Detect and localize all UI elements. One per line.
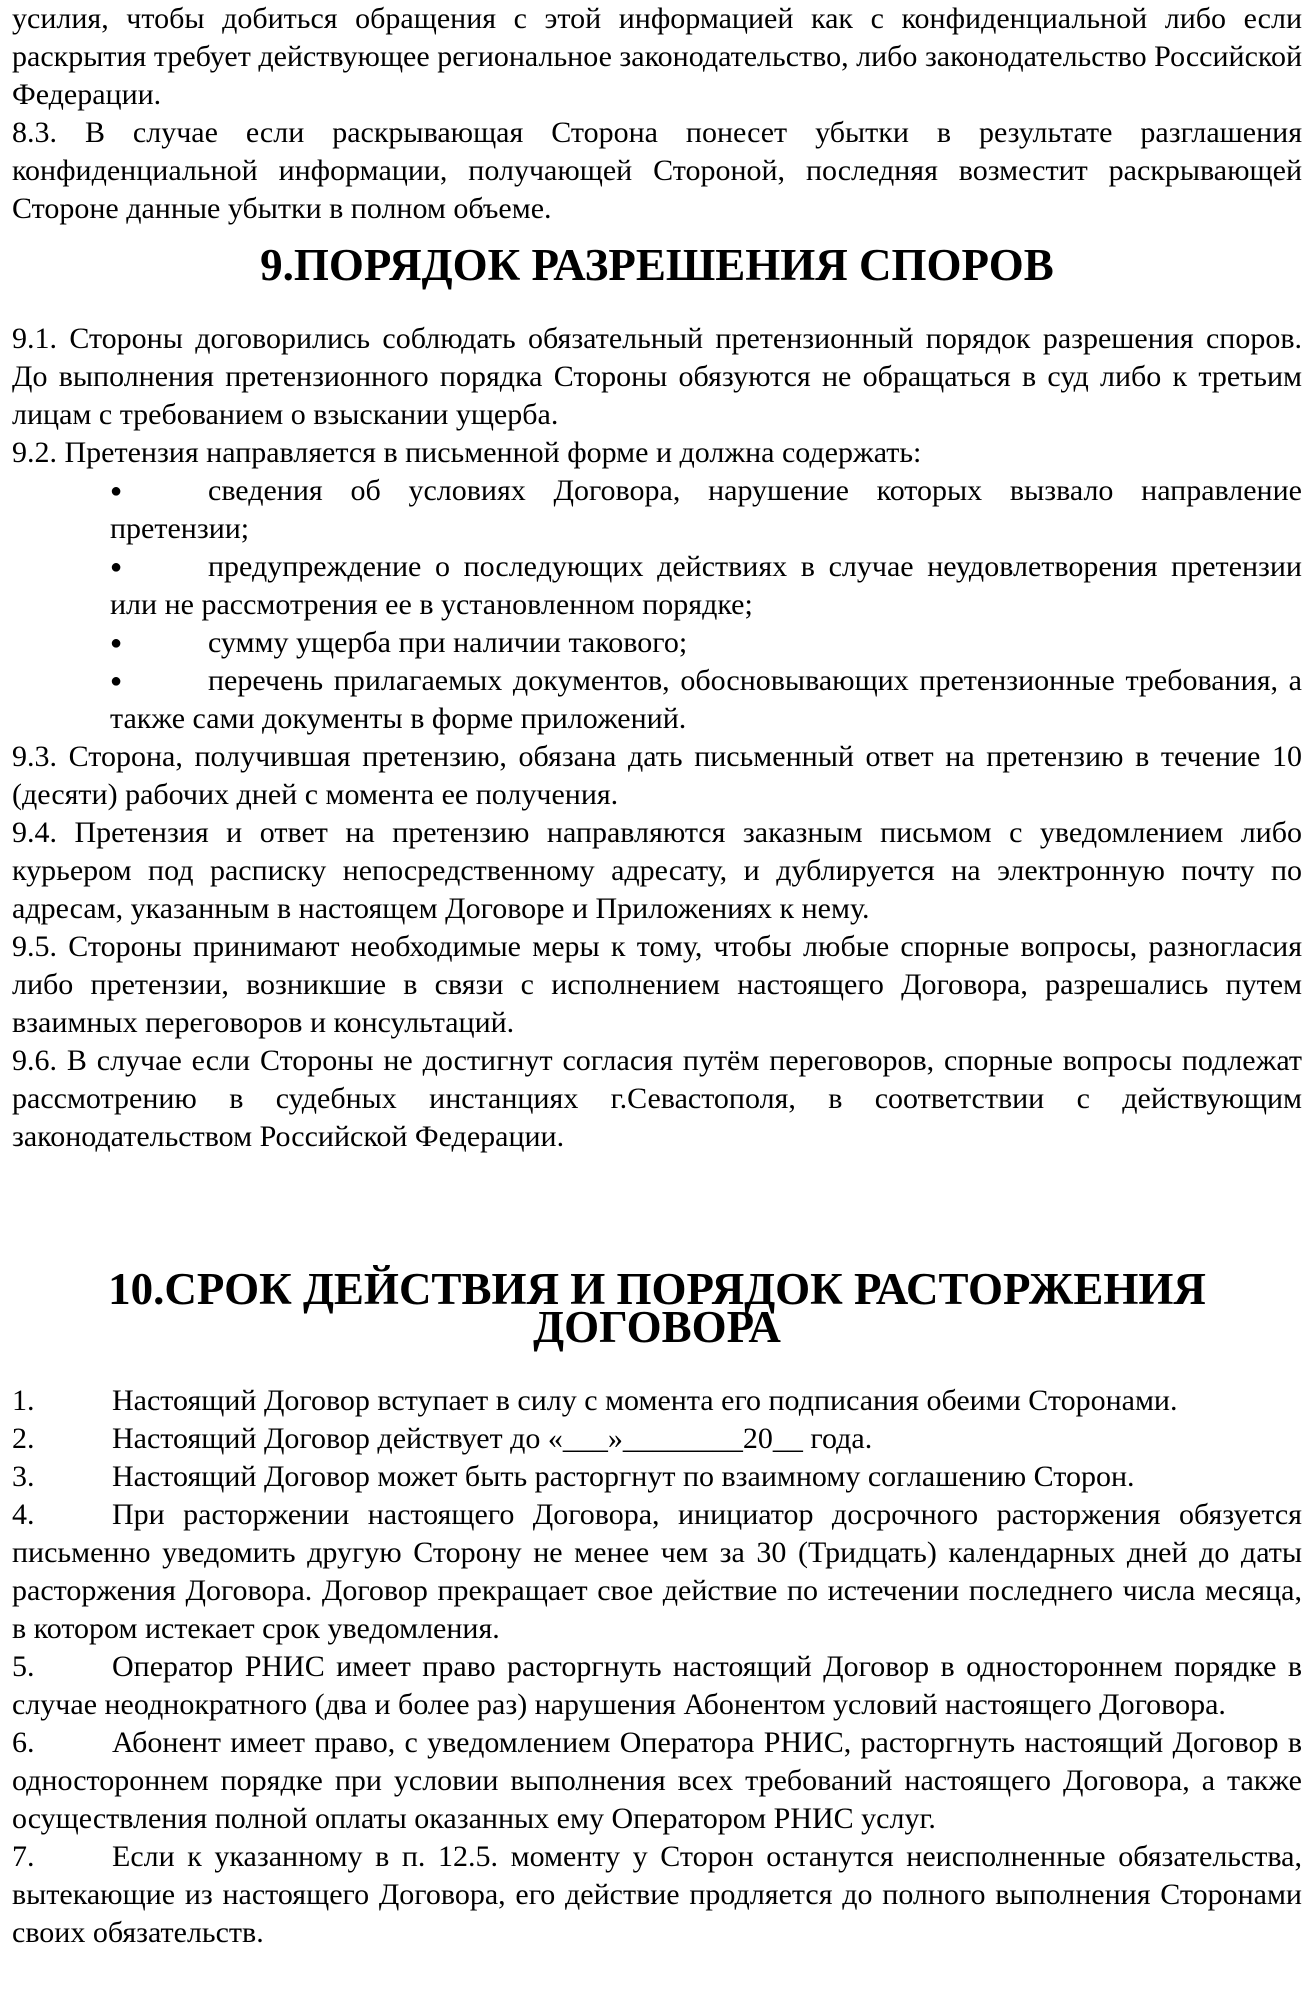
- list-item: [110, 472, 1302, 548]
- item-text: Настоящий Договор вступает в силу с момента его подписания обеими Сторонами.: [112, 1384, 1178, 1417]
- list-item-text: сумму ущерба при наличии такового;: [208, 626, 688, 659]
- paragraph-9-5: 9.5. Стороны принимают необходимые меры к тому, чтобы любые спорные вопросы, разногласия либо претензии, возникшие в связи с исполнением настоящего Договора, разрешались путем взаимных переговоров и консультаций.: [12, 930, 1302, 1039]
- paragraph-9-1: 9.1. Стороны договорились соблюдать обязательный претензионный порядок разрешения споров. До выполнения претензионного порядка Стороны обязуются не обращаться в суд либо к третьим лицам с требованием о взыскании ущерба.: [12, 322, 1302, 431]
- section-10-title: 10.СРОК ДЕЙСТВИЯ И ПОРЯДОК РАСТОРЖЕНИЯ ДОГОВОРА: [108, 1264, 1206, 1352]
- section-9-title: 9.ПОРЯДОК РАЗРЕШЕНИЯ СПОРОВ: [260, 240, 1054, 290]
- list-item-text: сведения об условиях Договора, нарушение которых вызвало направление претензии;: [110, 474, 1302, 545]
- item-text: При расторжении настоящего Договора, инициатор досрочного расторжения обязуется письменно уведомить другую Сторону не менее чем за 30 (Тридцать) календарных дней до даты расторжения Договора. Договор прекращает свое действие по истечении последнего числа месяца, в котором истекает срок уведомления.: [12, 1498, 1302, 1645]
- paragraph-9-6: 9.6. В случае если Стороны не достигнут согласия путём переговоров, спорные вопросы подлежат рассмотрению в судебных инстанциях г.Севастополя, в соответствии с действующим законодательством Российской Федерации.: [12, 1044, 1302, 1153]
- bullet-icon: ●: [110, 670, 123, 692]
- item-text: Настоящий Договор действует до «___»________20__ года.: [112, 1422, 873, 1455]
- item-text: Настоящий Договор может быть расторгнут по взаимному соглашению Сторон.: [112, 1460, 1135, 1493]
- list-item: [12, 1496, 1302, 1648]
- list-item: [12, 1838, 1302, 1952]
- list-item-text: перечень прилагаемых документов, обосновывающих претензионные требования, а также сами документы в форме приложений.: [110, 664, 1302, 735]
- item-number: 6.: [12, 1726, 35, 1759]
- item-text: Абонент имеет право, с уведомлением Оператора РНИС, расторгнуть настоящий Договор в одностороннем порядке при условии выполнения всех требований настоящего Договора, а также осуществления полной оплаты оказанных ему Оператором РНИС услуг.: [12, 1726, 1302, 1835]
- item-text: Если к указанному в п. 12.5. моменту у Сторон останутся неисполненные обязательства, вытекающие из настоящего Договора, его действие продляется до полного выполнения Сторонами своих обязательств.: [12, 1840, 1302, 1949]
- paragraph-9-4: 9.4. Претензия и ответ на претензию направляются заказным письмом с уведомлением либо курьером под расписку непосредственному адресату, и дублируется на электронную почту по адресам, указанным в настоящем Договоре и Приложениях к нему.: [12, 816, 1302, 925]
- list-item: [12, 1648, 1302, 1724]
- item-number: 1.: [12, 1384, 35, 1417]
- bullet-icon: ●: [110, 632, 123, 654]
- list-item: [12, 1382, 1302, 1420]
- item-number: 4.: [12, 1498, 35, 1531]
- item-number: 2.: [12, 1422, 35, 1455]
- paragraph-9-3: 9.3. Сторона, получившая претензию, обязана дать письменный ответ на претензию в течение 10 (десяти) рабочих дней с момента ее получения.: [12, 740, 1302, 811]
- paragraph-8-2-tail: усилия, чтобы добиться обращения с этой информацией как с конфиденциальной либо если раскрытия требует действующее региональное законодательство, либо законодательство Российской Федерации.: [12, 2, 1302, 111]
- claim-requirements-list: [12, 472, 1302, 738]
- term-and-termination-list: [12, 1382, 1302, 1952]
- list-item: [110, 548, 1302, 624]
- paragraph-8-3: 8.3. В случае если раскрывающая Сторона понесет убытки в результате разглашения конфиденциальной информации, получающей Стороной, последняя возместит раскрывающей Стороне данные убытки в полном объеме.: [12, 116, 1302, 225]
- paragraph-9-2: 9.2. Претензия направляется в письменной форме и должна содержать:: [12, 436, 922, 469]
- item-number: 7.: [12, 1840, 35, 1873]
- item-text: Оператор РНИС имеет право расторгнуть настоящий Договор в одностороннем порядке в случае неоднократного (два и более раз) нарушения Абонентом условий настоящего Договора.: [12, 1650, 1302, 1721]
- list-item-text: предупреждение о последующих действиях в случае неудовлетворения претензии или не рассмотрения ее в установленном порядке;: [110, 550, 1302, 621]
- list-item: [12, 1724, 1302, 1838]
- list-item: [110, 662, 1302, 738]
- item-number: 5.: [12, 1650, 35, 1683]
- list-item: [110, 624, 1302, 662]
- list-item: [12, 1420, 1302, 1458]
- list-item: [12, 1458, 1302, 1496]
- bullet-icon: ●: [110, 556, 123, 578]
- bullet-icon: ●: [110, 480, 123, 502]
- item-number: 3.: [12, 1460, 35, 1493]
